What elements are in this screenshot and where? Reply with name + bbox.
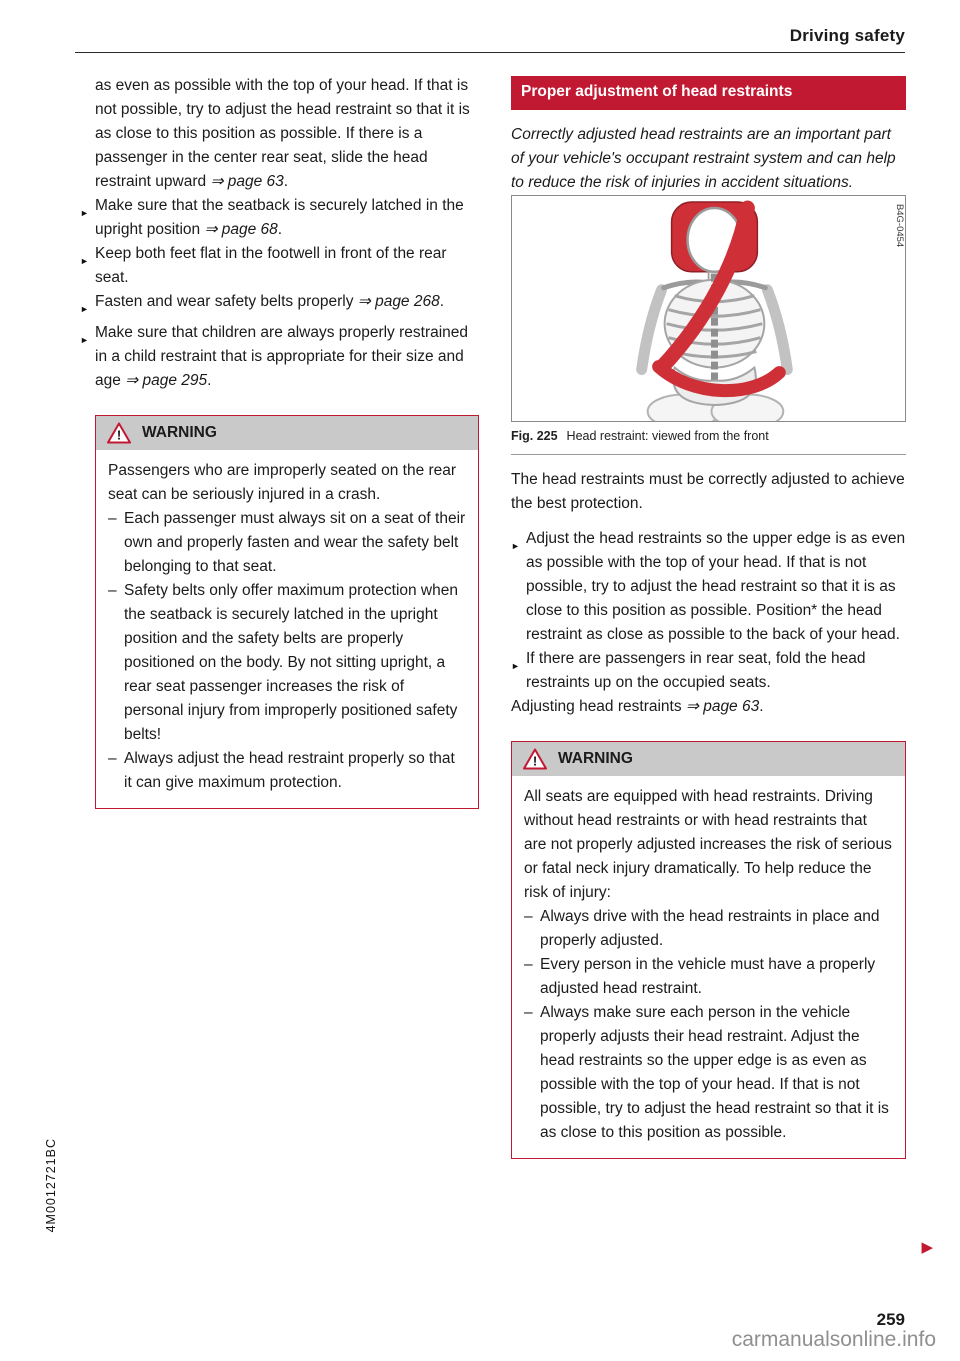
list-item bbox=[511, 527, 906, 647]
dash-marker: – bbox=[108, 582, 117, 599]
warning-box bbox=[511, 741, 906, 1159]
column-right bbox=[511, 76, 906, 1159]
dash-marker: – bbox=[108, 750, 117, 767]
list-item-text: Make sure that the seatback is securely latched in the upright position ⇒ page 68. bbox=[95, 197, 464, 238]
warning-item-text: Safety belts only offer maximum protection when the seatback is securely latched in the upright position and the safety belts are properly positioned on the body. By not sitting upright, a rear seat passenger increases the risk of personal injury from improperly positioned safety belts! bbox=[124, 582, 458, 743]
dash-marker: – bbox=[524, 908, 533, 926]
bullet-arrow-icon: ► bbox=[80, 256, 89, 266]
warning-item-text: Always drive with the head restraints in place and properly adjusted. bbox=[540, 908, 880, 950]
column-left bbox=[80, 74, 479, 809]
warning-item-text: Each passenger must always sit on a seat of their own and properly fasten and wear the safety belt belonging to that seat. bbox=[124, 510, 466, 575]
warning-item bbox=[108, 507, 466, 579]
paragraph: The head restraints must be correctly adjusted to achieve the best protection. bbox=[511, 471, 905, 513]
figure-caption-label: Fig. 225 bbox=[511, 429, 558, 444]
figure-caption bbox=[511, 422, 906, 455]
warning-intro: All seats are equipped with head restraints. Driving without head restraints or with head restraints that are not properly adjusted increases the risk of serious or fatal neck injury dramatically. To help reduce the risk of injury: bbox=[524, 788, 892, 902]
bullet-arrow-icon: ► bbox=[511, 541, 520, 552]
page-number: 259 bbox=[876, 1310, 905, 1329]
list-item-text: Keep both feet flat in the footwell in front of the rear seat. bbox=[95, 245, 447, 286]
running-header: Driving safety bbox=[789, 26, 905, 45]
bullet-arrow-icon: ► bbox=[80, 335, 89, 345]
figure-caption-text: Head restraint: viewed from the front bbox=[566, 429, 769, 444]
bullet-arrow-icon: ► bbox=[511, 661, 520, 672]
warning-title: WARNING bbox=[142, 424, 217, 441]
warning-item-text: Always make sure each person in the vehicle properly adjusts their head restraint. Adjust the head restraints so the upper edge is as even as possible with the top of your head. If that is not possible, try to adjust the head restraint so that it is as close to this position as possible. bbox=[540, 1004, 889, 1142]
spine-code: 4M0012721BC bbox=[44, 1138, 58, 1233]
warning-title: WARNING bbox=[558, 750, 633, 768]
dash-marker: – bbox=[108, 510, 117, 527]
dash-marker: – bbox=[524, 956, 533, 974]
warning-box bbox=[95, 415, 479, 809]
warning-item bbox=[108, 579, 466, 747]
section-heading: Proper adjustment of head restraints bbox=[511, 76, 906, 110]
warning-item-text: Always adjust the head restraint properly so that it can give maximum protection. bbox=[124, 750, 455, 791]
watermark: carmanualsonline.info bbox=[731, 1328, 936, 1351]
warning-item bbox=[108, 747, 466, 795]
warning-body bbox=[96, 450, 478, 808]
figure-image bbox=[511, 195, 906, 422]
bullet-arrow-icon: ► bbox=[80, 208, 89, 218]
figure-code: B4G-0454 bbox=[894, 203, 905, 248]
warning-item bbox=[524, 1001, 893, 1145]
header-divider bbox=[75, 52, 905, 53]
bullet-arrow-icon: ► bbox=[80, 304, 89, 314]
list-item bbox=[80, 321, 479, 393]
warning-intro: Passengers who are improperly seated on the rear seat can be seriously injured in a crash. bbox=[108, 462, 457, 503]
warning-item-text: Every person in the vehicle must have a properly adjusted head restraint. bbox=[540, 956, 876, 998]
list-item bbox=[80, 290, 479, 321]
svg-text:!: ! bbox=[532, 753, 538, 769]
svg-text:!: ! bbox=[116, 427, 122, 443]
section-lead: Correctly adjusted head restraints are an important part of your vehicle's occupant restraint system and can help to reduce the risk of injuries in accident situations. bbox=[511, 126, 896, 191]
warning-header bbox=[512, 742, 905, 776]
list-item-text: Make sure that children are always properly restrained in a child restraint that is appropriate for their size and age ⇒ page 295. bbox=[95, 324, 469, 389]
list-item bbox=[80, 242, 479, 290]
paragraph: as even as possible with the top of your head. If that is not possible, try to adjust the head restraint so that it is as close to this position as possible. If there is a passenger in the center rear seat, slide the head restraint upward ⇒ page 63. bbox=[95, 77, 470, 190]
warning-header bbox=[96, 416, 478, 450]
warning-item bbox=[524, 905, 893, 953]
warning-item bbox=[524, 953, 893, 1001]
list-item-text: If there are passengers in rear seat, fold the head restraints up on the occupied seats. bbox=[526, 650, 866, 692]
list-item-text: Fasten and wear safety belts properly ⇒ page 268. bbox=[95, 293, 445, 310]
warning-triangle-icon bbox=[107, 422, 131, 444]
list-item bbox=[511, 647, 906, 695]
list-item-text: Adjust the head restraints so the upper edge is as even as possible with the top of your head. If that is not possible, try to adjust the head restraint so that it is as close to this position as possible. Position* the head restraint as close as possible to the back of your head. bbox=[526, 530, 906, 644]
continuation-arrow-icon: ▶ bbox=[921, 1239, 933, 1256]
warning-triangle-icon bbox=[523, 748, 547, 770]
cross-reference: Adjusting head restraints ⇒ page 63. bbox=[511, 698, 764, 716]
dash-marker: – bbox=[524, 1004, 533, 1022]
head-restraint-illustration bbox=[512, 196, 905, 421]
warning-body bbox=[512, 776, 905, 1158]
list-item bbox=[80, 194, 479, 242]
